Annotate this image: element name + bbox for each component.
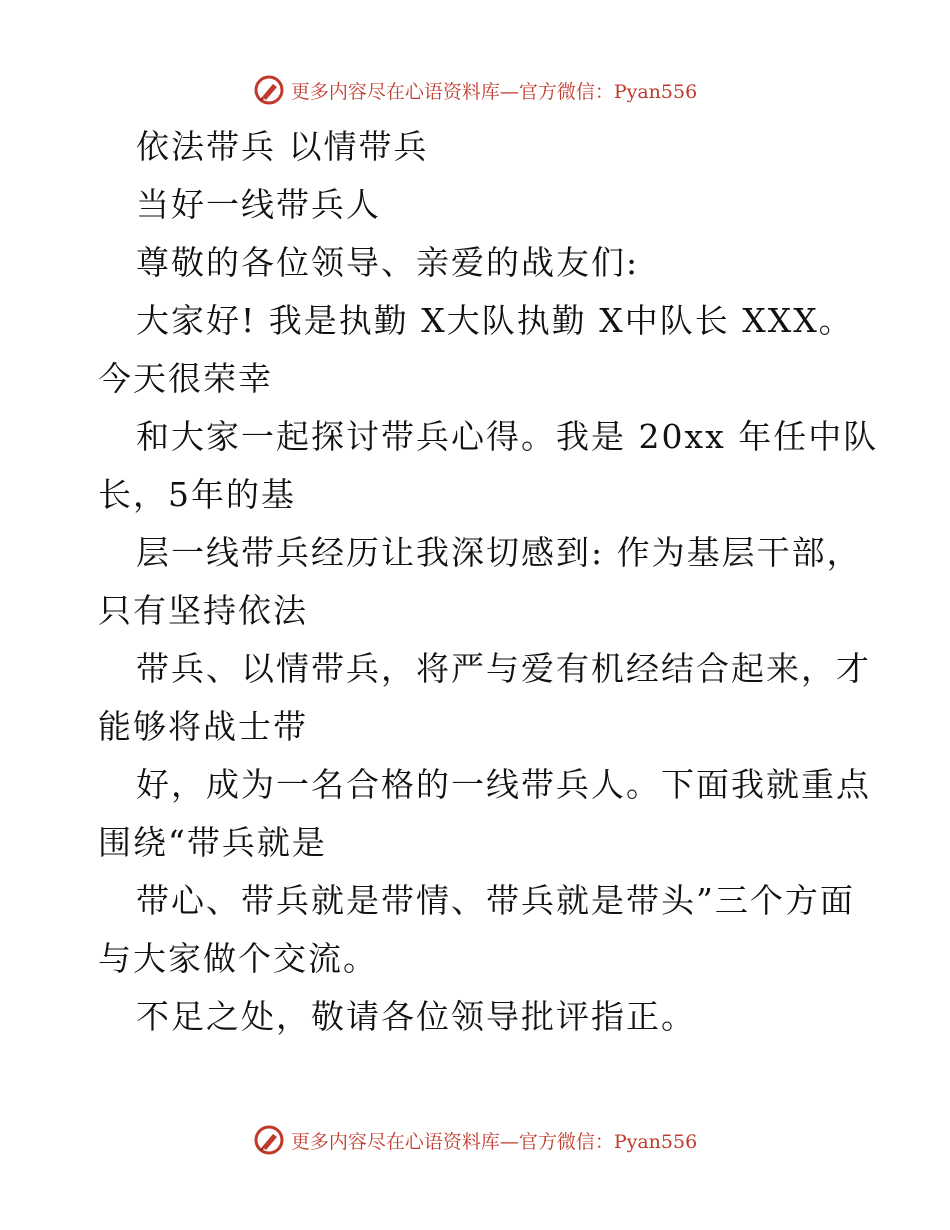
watermark-text [291, 77, 697, 104]
text-line: 尊敬的各位领导、亲爱的战友们: [136, 243, 640, 282]
text-line: 长，5年的基 [98, 475, 296, 514]
watermark-brand: 更多内容尽在心语资料库 [290, 80, 500, 103]
text-line: 只有坚持依法 [98, 591, 308, 630]
pen-logo-icon [253, 1124, 285, 1156]
watermark-brand: 更多内容尽在心语资料库 [290, 1130, 500, 1153]
text-line: 带心、带兵就是带情、带兵就是带头”三个方面 [136, 881, 855, 920]
text-line: 依法带兵 以情带兵 [136, 127, 429, 166]
text-line: 今天很荣幸 [98, 359, 273, 398]
footer-watermark [0, 1120, 950, 1160]
text-line: 与大家做个交流。 [98, 939, 378, 978]
text-line: 当好一线带兵人 [136, 185, 381, 224]
text-line: 好，成为一名合格的一线带兵人。下面我就重点 [136, 765, 871, 804]
watermark-wechat: 官方微信：Pyan556 [518, 80, 698, 103]
watermark-separator: — [499, 80, 519, 103]
header-watermark [0, 70, 950, 110]
watermark-text [291, 1127, 697, 1154]
text-line: 层一线带兵经历让我深切感到: 作为基层干部， [136, 533, 862, 572]
text-line: 不足之处，敬请各位领导批评指正。 [136, 997, 696, 1036]
watermark-wechat: 官方微信：Pyan556 [518, 1130, 698, 1153]
document-body [98, 118, 879, 1046]
text-line: 带兵、以情带兵，将严与爱有机经结合起来，才 [136, 649, 871, 688]
text-line: 大家好! 我是执勤 X大队执勤 X中队长 XXX。 [136, 301, 854, 340]
text-line: 和大家一起探讨带兵心得。我是 20xx 年任中队 [136, 417, 879, 456]
pen-logo-icon [253, 74, 285, 106]
watermark-separator: — [499, 1130, 519, 1153]
text-line: 能够将战士带 [98, 707, 308, 746]
text-line: 围绕“带兵就是 [98, 823, 327, 862]
